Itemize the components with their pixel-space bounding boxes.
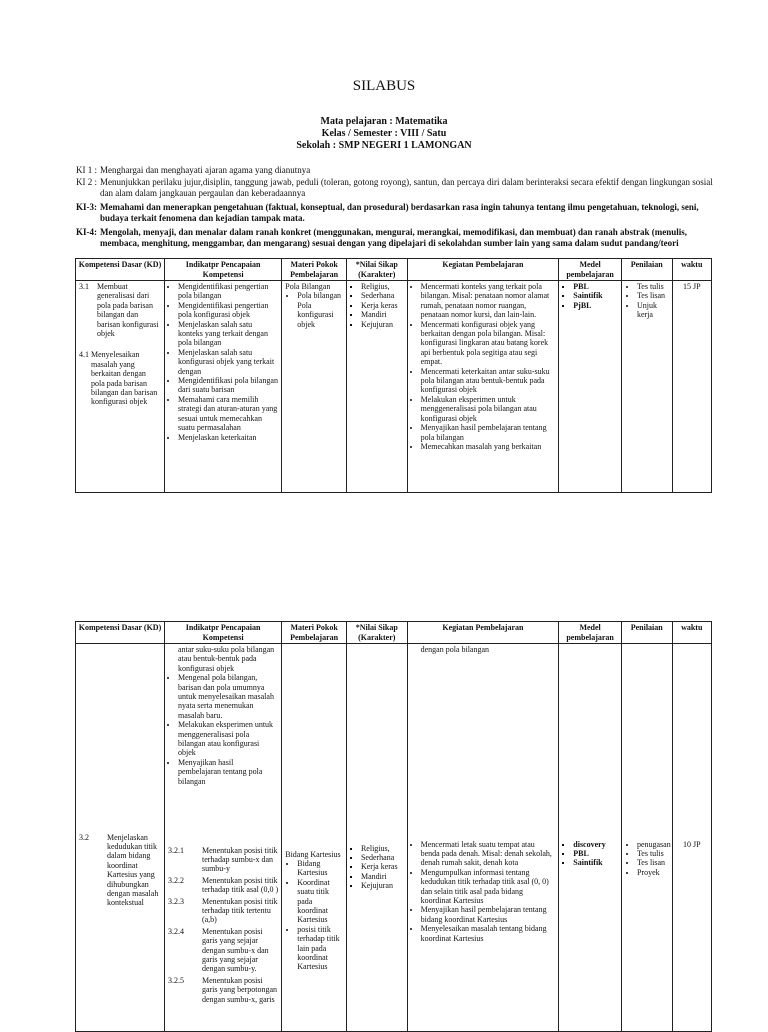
list-item: • Memahami cara memilih strategi dan aturan-aturan yang sesuai untuk memecahkan suatu permasalahan	[178, 395, 278, 433]
kd-item: 3.1 Membuat generalisasi dari pola pada barisan bilangan dan barisan konfigurasi objek	[79, 282, 159, 339]
indikator-item: 3.2.2 Menentukan posisi titik terhadap titik asal (0,0 )	[167, 875, 279, 895]
meta-class: Kelas / Semester : VIII / Satu	[321, 128, 447, 139]
list-item: • Tes lisan	[637, 291, 669, 300]
meta-school: Sekolah : SMP NEGERI 1 LAMONGAN	[296, 140, 472, 151]
document-meta	[0, 116, 768, 152]
cell-penilaian	[621, 281, 672, 493]
cell-model	[559, 644, 622, 832]
header-waktu: waktu	[672, 622, 712, 644]
list-item: • Bidang Kartesius	[297, 859, 343, 878]
list-item: • Melakukan eksperimen untuk menggeneralisasi pola bilangan atau konfigurasi objek	[421, 395, 556, 423]
ki-2: KI 2 : Menunjukkan perilaku jujur,disiplin, tanggung jawab, peduli (toleran, gotong royong), santun, dan percaya diri dalam berinteraksi secara efektif dengan lingkungan sosial dan alam dalam jangkauan pergaulan dan keberadaannya	[76, 176, 713, 198]
header-sikap: *Nilai Sikap (Karakter)	[346, 259, 407, 281]
list-item: • Tes tulis	[637, 282, 669, 291]
list-item: ▪ Sederhana	[361, 853, 404, 862]
list-item: ▪ Kerja keras	[361, 301, 404, 310]
kegiatan-continued: dengan pola bilangan	[420, 645, 490, 654]
list-item: • Menyajikan hasil pembelajaran tentang bidang koordinat Kartesius	[421, 905, 556, 924]
list-item: ▪ PBL	[573, 282, 618, 291]
list-item: • Mengidentifikasi pengertian pola konfigurasi objek	[178, 301, 278, 320]
header-waktu: waktu	[672, 259, 712, 281]
header-materi: Materi Pokok Pembelajaran	[282, 259, 347, 281]
cell-model	[559, 281, 622, 493]
header-sikap: *Nilai Sikap (Karakter)	[346, 622, 407, 644]
list-item: • Mencermati konfigurasi objek yang berkaitan dengan pola bilangan. Misal: konfigurasi lingkaran atau batang korek api berbentuk pola segitiga atau segi empat.	[421, 320, 556, 367]
list-item: • Melakukan eksperimen untuk menggeneralisasi pola bilangan atau konfigurasi objek	[178, 720, 278, 758]
cell-penilaian	[621, 644, 672, 832]
cell-waktu: 15 JP	[672, 281, 712, 493]
syllabus-table-2	[75, 621, 712, 1032]
indikator-item: 3.2.1 Menentukan posisi titik terhadap sumbu-x dan sumbu-y	[167, 845, 278, 874]
materi-title: Pola Bilangan	[285, 282, 331, 291]
header-materi: Materi Pokok Pembelajaran	[282, 622, 347, 644]
cell-sikap	[346, 281, 407, 493]
materi-title: Bidang Kartesius	[285, 849, 341, 859]
ki-4: KI-4: Mengolah, menyaji, dan menalar dalam ranah konkret (menggunakan, mengurai, merangkai, memodifikasi, dan membuat) dan ranah abstrak (menulis, membaca, menghitung, menggambar, dan mengarang) sesuai dengan yang dipelajari di sekolahdan sumber lain yang sama dalam sudut pandang/teori	[76, 226, 687, 248]
list-item: • Mencermati letak suatu tempat atau benda pada denah. Misal: denah sekolah, denah rumah sakit, denah kota	[421, 840, 556, 868]
header-indikator: Indikatpr Pencapaian Kompetensi	[164, 259, 281, 281]
list-item: • Mencermati konteks yang terkait pola bilangan. Misal: penataan nomor alamat rumah, penataan nomor ruangan, penataan nomor kursi, dan lain-lain.	[421, 282, 556, 320]
cell-kd	[76, 644, 165, 832]
table-row	[76, 644, 712, 832]
list-item: ▪ Sederhana	[361, 291, 404, 300]
list-item: ▪ Mandiri	[361, 872, 404, 881]
cell-model	[559, 832, 622, 1032]
header-kegiatan: Kegiatan Pembelajaran	[407, 622, 559, 644]
table-row	[76, 281, 712, 493]
list-item: • Tes lisan	[637, 858, 669, 867]
list-item: • Menyajikan hasil pembelajaran tentang pola bilangan	[421, 423, 556, 442]
list-item: • Menjelaskan salah satu konfigurasi objek yang terkait dengan	[178, 348, 278, 376]
page-2	[0, 590, 768, 1024]
cell-materi	[282, 644, 347, 832]
ki-3: KI-3: Memahami dan menerapkan pengetahuan (faktual, konseptual, dan prosedural) berdasarkan rasa ingin tahunya tentang ilmu pengetahuan, teknologi, seni, budaya terkait fenomena dan kejadian tampak mata.	[76, 201, 699, 223]
cell-indikator	[164, 281, 281, 493]
cell-kegiatan	[407, 832, 559, 1032]
table-header-row	[76, 259, 712, 281]
list-item: ▪ PjBL	[573, 301, 618, 310]
header-kegiatan: Kegiatan Pembelajaran	[407, 259, 559, 281]
header-model: Medel pembelajaran	[559, 259, 622, 281]
list-item: • Koordinat suatu titik pada koordinat Kartesius	[297, 878, 343, 925]
list-item: • Pola bilangan Pola konfigurasi objek	[297, 291, 343, 329]
indikator-item: 3.2.3 Menentukan posisi titik terhadap titik tertentu (a,b)	[167, 896, 278, 925]
list-item: ▪ Saintifik	[573, 858, 618, 867]
header-indikator: Indikatpr Pencapaian Kompetensi	[164, 622, 281, 644]
cell-indikator	[164, 832, 281, 1032]
cell-materi	[282, 832, 347, 1032]
list-item: • Mengenal pola bilangan, barisan dan pola umumnya untuk menyelesaikan masalah nyata serta menemukan masalah baru.	[178, 673, 278, 720]
kd-item: 3.2 Menjelaskan kedudukan titik dalam bidang koordinat Kartesius yang dihubungkan dengan masalah kontekstual	[79, 832, 159, 908]
cell-materi	[282, 281, 347, 493]
header-penilaian: Penilaian	[621, 259, 672, 281]
list-item: ▪ Kejujuran	[361, 881, 404, 890]
list-item: • Menyajikan hasil pembelajaran tentang pola bilangan	[178, 758, 278, 786]
list-item: • Menjelaskan salah satu konteks yang terkait dengan pola bilangan	[178, 320, 278, 348]
list-item: • Tes tulis	[637, 849, 669, 858]
cell-indikator	[164, 644, 281, 832]
list-item: ▪ PBL	[573, 849, 618, 858]
header-kd: Kompetensi Dasar (KD)	[76, 622, 165, 644]
list-item: ▪ Kerja keras	[361, 862, 404, 871]
indikator-item: 3.2.5 Menentukan posisi garis yang berpotongan dengan sumbu-x, garis	[167, 975, 278, 1004]
header-penilaian: Penilaian	[621, 622, 672, 644]
list-item: ▪ Religius,	[361, 844, 404, 853]
list-item: • posisi titik terhadap titik lain pada koordinat Kartesius	[297, 925, 343, 972]
list-item: ▪ Religius,	[361, 282, 404, 291]
ki-1: KI 1 : Menghargai dan menghayati ajaran agama yang dianutnya	[76, 165, 311, 175]
syllabus-table-1	[75, 258, 712, 493]
list-item: • Mengidentifikasi pengertian pola bilangan	[178, 282, 278, 301]
list-item: • Menjelaskan keterkaitan	[178, 433, 278, 442]
list-item: • penugasan	[637, 840, 669, 849]
cell-kegiatan	[407, 281, 559, 493]
list-item: • Proyek	[637, 868, 669, 877]
list-item: • Memecahkan masalah yang berkaitan	[421, 442, 556, 451]
list-item: ▪ discovery	[573, 840, 618, 849]
table-header-row	[76, 622, 712, 644]
list-item: • Mengumpulkan informasi tentang kedudukan titik terhadap titik asal (0, 0) dan selain titik asal pada bidang koordinat Kartesius	[421, 868, 556, 906]
indikator-continued: antar suku-suku pola bilangan atau bentuk-bentuk pada konfigurasi objek	[177, 645, 275, 673]
cell-kegiatan	[407, 644, 559, 832]
kd-item: 4.1 Menyelesaikan masalah yang berkaitan dengan pola pada barisan bilangan dan barisan konfigurasi objek	[79, 350, 158, 407]
list-item: ▪ Mandiri	[361, 310, 404, 319]
core-competencies	[76, 165, 721, 250]
cell-kd	[76, 281, 165, 493]
list-item: ▪ Kejujuran	[361, 320, 404, 329]
list-item: • Mengidentifikasi pola bilangan dari suatu barisan	[178, 376, 278, 395]
header-model: Medel pembelajaran	[559, 622, 622, 644]
cell-waktu: 10 JP	[672, 832, 712, 1032]
table-row	[76, 832, 712, 1032]
document-title: SILABUS	[352, 78, 416, 94]
meta-subject: Mata pelajaran : Matematika	[320, 116, 448, 127]
list-item: ▪ Saintifik	[573, 291, 618, 300]
list-item: • Unjuk kerja	[637, 301, 669, 320]
cell-waktu	[672, 644, 712, 832]
list-item: • Mencermati keterkaitan antar suku-suku pola bilangan atau bentuk-bentuk pada konfigurasi objek	[421, 367, 556, 395]
indikator-item: 3.2.4 Menentukan posisi garis yang sejajar dengan sumbu-x dan garis yang sejajar dengan sumbu-y.	[167, 926, 269, 974]
cell-kd	[76, 832, 165, 1032]
cell-sikap	[346, 644, 407, 832]
cell-sikap	[346, 832, 407, 1032]
cell-penilaian	[621, 832, 672, 1032]
header-kd: Kompetensi Dasar (KD)	[76, 259, 165, 281]
list-item: • Menyelesaikan masalah tentang bidang koordinat Kartesius	[421, 924, 556, 943]
